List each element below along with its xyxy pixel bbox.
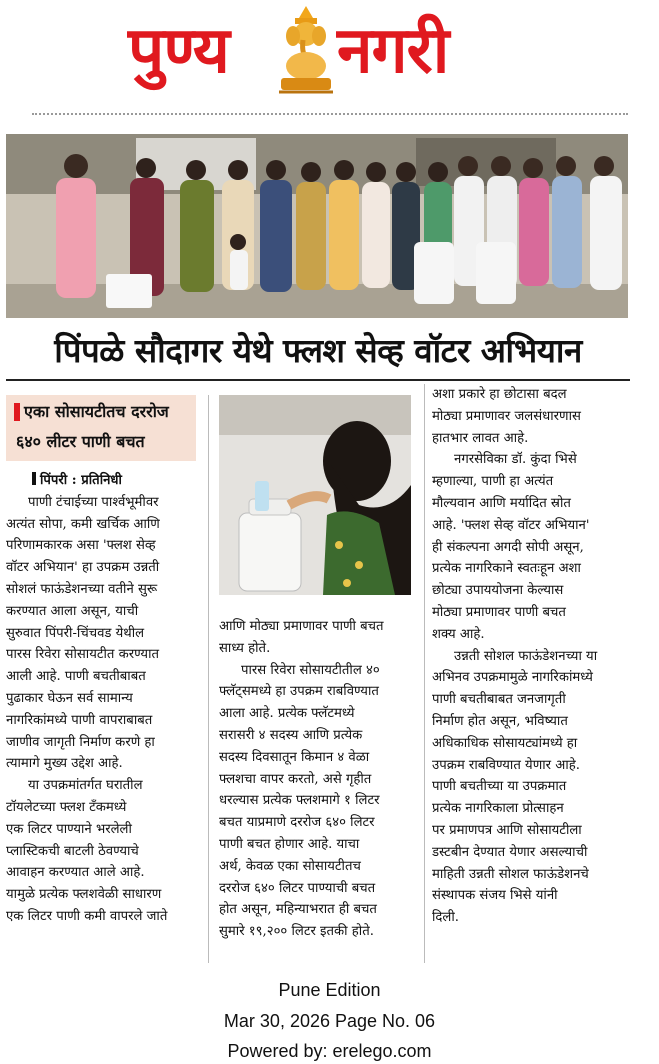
article-line: अर्थ, केवळ एका सोसायटीतच [219,858,361,874]
article-line: दररोज ६४० लिटर पाण्याची बचत [219,880,376,896]
article-line: फ्लॅट्समध्ये हा उपक्रम राबविण्यात [219,684,379,700]
article-line: जाणीव जागृती निर्माण करणे हा [6,734,155,750]
article-line: अभिनव उपक्रमामुळे नागरिकांमध्ये [432,670,593,686]
article-line: उन्नती सोशल फाऊंडेशनच्या या [454,648,598,664]
article-line: अत्यंत सोपा, कमी खर्चिक आणि [6,516,160,532]
article-line: आहे. 'फ्लश सेव्ह वॉटर अभियान' [432,517,590,533]
article-line: मोठ्या प्रमाणावर जलसंधारणास [432,408,581,424]
article-line: पाणी बचतीबाबत जनजागृती [432,692,566,708]
article-line: सरासरी ४ सदस्य आणि प्रत्येक [219,727,363,743]
article-line: होत असून, महिन्याभरात ही बचत [219,902,377,918]
article-line: नागरिकांमध्ये पाणी वापराबाबत [6,712,153,728]
article-line: छोट्या उपाययोजना केल्यास [432,583,564,599]
article-line: मोठ्या प्रमाणावर पाणी बचत [432,604,566,620]
article-line: माहिती उन्नती सोशल फाऊंडेशनचे [432,866,589,882]
article-line: प्लास्टिकची बाटली ठेवण्याचे [6,843,139,859]
group-photo [6,134,628,318]
article-line: प्रत्येक नागरिकाने स्वतःहून अशा [432,561,581,577]
article-line: करण्यात आला असून, याची [6,603,139,619]
article-column-1 [6,470,199,928]
article-line: बचत याप्रमाणे दररोज ६४० लिटर [219,815,375,831]
article-column-3 [432,384,630,929]
article-line: अधिकाधिक सोसायट्यांमध्ये हा [432,735,578,751]
article-line: अशा प्रकारे हा छोटासा बदल [432,387,567,402]
article-line: सदस्य दिवसातून किमान ४ वेळा [219,749,370,765]
masthead-title-left: पुण्य [128,14,229,88]
article-line: नगरसेविका डॉ. कुंदा भिसे [454,452,577,468]
article-line: पारस रिवेरा सोसायटीत करण्यात [6,647,159,663]
article-line: साध्य होते. [219,640,271,656]
headline: पिंपळे सौदागर येथे फ्लश सेव्ह वॉटर अभियान [54,331,582,370]
inset-photo [219,395,411,595]
column-divider [424,384,425,963]
article-line: प्रत्येक नागरिकाला प्रोत्साहन [432,801,564,817]
subhead-box [6,395,196,461]
article-line: डस्टबीन देण्यात येणार असल्याची [432,844,588,860]
article-line: आवाहन करण्यात आले आहे. [6,865,145,881]
ganesha-logo-icon [275,4,337,96]
article-line: सोशलं फाऊंडेशनच्या वतीने सुरू [6,581,158,597]
article-line: पाणी बचतीच्या या उपक्रमात [432,779,567,795]
article-line: या उपक्रमांतर्गत घरातील [28,778,143,794]
article-line: पारस रिवेरा सोसायटीतील ४० [241,662,380,678]
article-line: धरल्यास प्रत्येक फ्लशमागे १ लिटर [219,793,380,809]
article-line: पाणी बचत होणार आहे. याचा [219,836,360,852]
article-line: एक लिटर पाणी कमी वापरले जाते [6,908,168,924]
article-line: उपक्रम राबविण्यात येणार आहे. [432,757,580,773]
article-column-2 [219,616,415,943]
article-line: फ्लशचा वापर करतो, असे गृहीत [219,771,372,787]
article-line: पर प्रमाणपत्र आणि सोसायटीला [432,822,582,838]
article-line: टॉयलेटच्या फ्लश टँकमध्ये [6,799,127,815]
article-line: त्यामागे मुख्य उद्देश आहे. [6,756,123,772]
article-line: निर्माण होत असून, भविष्यात [432,713,568,729]
article-line: मौल्यवान आणि मर्यादित स्रोत [432,495,571,511]
dateline [6,470,199,492]
article-line: पाणी टंचाईच्या पार्श्वभूमीवर [28,494,159,510]
masthead-divider [32,113,628,115]
article-line: संस्थापक संजय भिसे यांनी [432,888,558,904]
article-line: आली आहे. पाणी बचतीबाबत [6,669,146,685]
dateline-marker [32,472,36,485]
article-line: ही संकल्पना अगदी सोपी असून, [432,539,584,555]
article-line: पुढाकार घेऊन सर्व सामान्य [6,690,133,706]
article-line: वॉटर अभियान' हा उपक्रम उन्नती [6,560,160,576]
article-line: आला आहे. प्रत्येक फ्लॅटमध्ये [219,706,355,722]
article-line: आणि मोठ्या प्रमाणावर पाणी बचत [219,619,384,634]
article-line: एक लिटर पाण्याने भरलेली [6,821,132,837]
masthead-title-right: नगरी [337,14,449,88]
article-line: शक्य आहे. [432,626,485,642]
article-line: सुमारे १९,२०० लिटर इतकी होते. [219,924,374,940]
dateline-text: पिंपरी : प्रतिनिधी [40,473,122,488]
subhead-marker [14,403,20,421]
article-line: हातभार लावत आहे. [432,430,529,446]
footer-date-page: Mar 30, 2026 Page No. 06 [223,1011,436,1031]
column-divider [208,395,209,963]
article-line: म्हणाल्या, पाणी हा अत्यंत [432,474,554,490]
article-line: दिली. [432,910,459,926]
subhead-line-2: ६४० लीटर पाणी बचत [16,432,145,451]
article-line: यामुळे प्रत्येक फ्लशवेळी साधारण [6,887,162,903]
article-line: सुरुवात पिंपरी-चिंचवड येथील [6,625,145,641]
article-line: परिणामकारक असा 'फ्लश सेव्ह [6,538,156,554]
masthead [0,0,659,112]
headline-divider [6,379,630,381]
footer-edition: Pune Edition [278,980,381,1000]
footer-powered-by: Powered by: erelego.com [227,1041,432,1061]
subhead-line-1: एका सोसायटीतच दररोज [24,402,169,421]
